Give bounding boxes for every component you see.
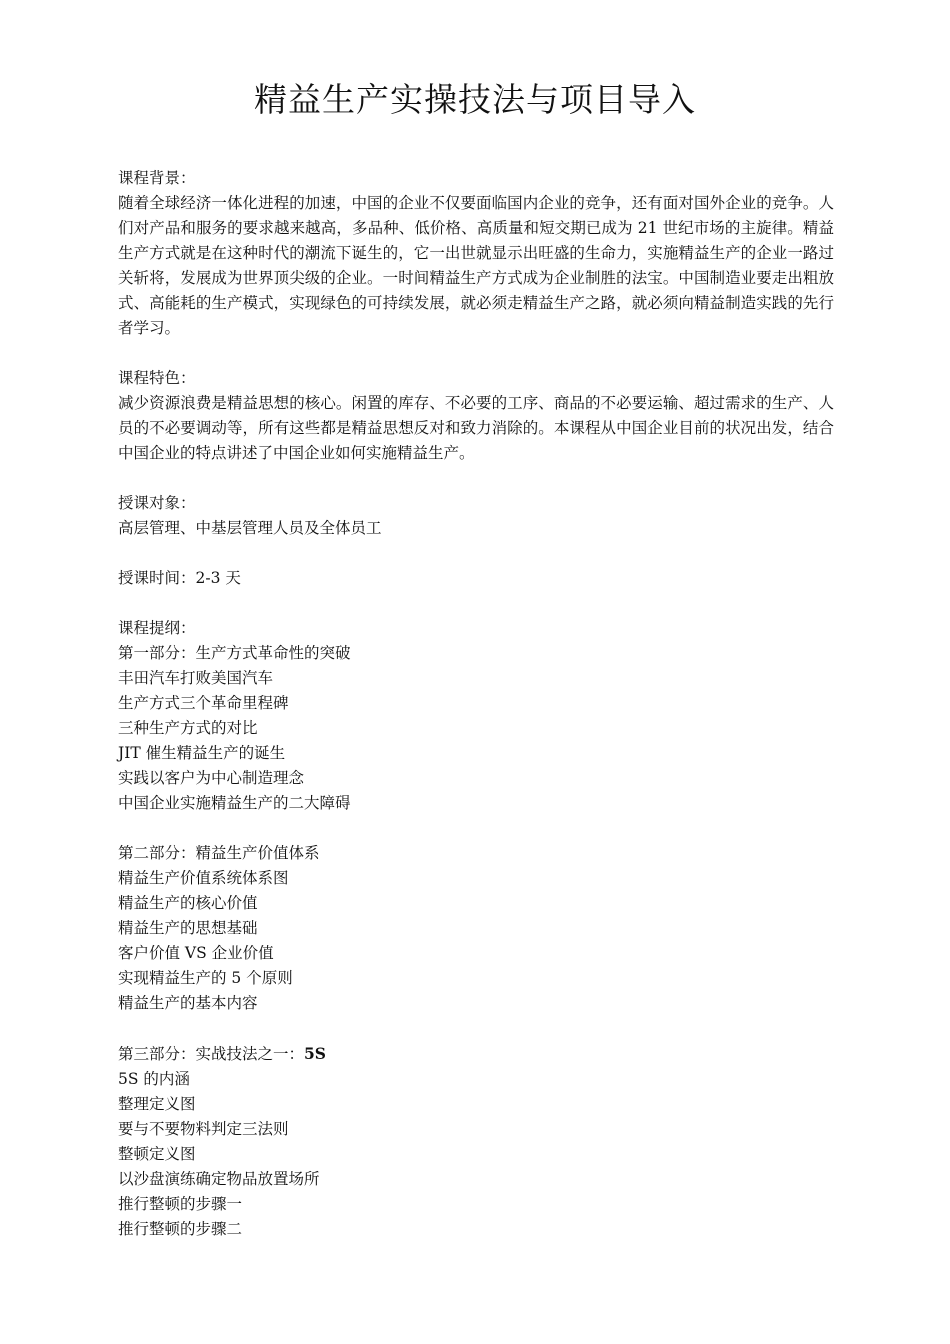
spacer xyxy=(118,1016,834,1041)
audience-text: 高层管理、中基层管理人员及全体员工 xyxy=(118,519,382,537)
outline-item: 三种生产方式的对比 xyxy=(118,719,258,737)
outline-label: 课程提纲： xyxy=(118,619,196,637)
outline-item: JIT 催生精益生产的诞生 xyxy=(118,744,286,762)
features-label: 课程特色： xyxy=(118,369,196,387)
features-paragraph: 减少资源浪费是精益思想的核心。闲置的库存、不必要的工序、商品的不必要运输、超过需求的生产、人员的不必要调动等，所有这些都是精益思想反对和致力消除的。本课程从中国企业目前的状况出发，结合中国企业的特点讲述了中国企业如何实施精益生产。 xyxy=(118,394,834,462)
part3-heading xyxy=(118,1041,834,1067)
part2-heading: 第二部分：精益生产价值体系 xyxy=(118,844,320,862)
background-label: 课程背景： xyxy=(118,169,196,187)
part3-heading-bold: 5S xyxy=(304,1044,326,1063)
outline-item: 要与不要物料判定三法则 xyxy=(118,1120,289,1138)
outline-item: 精益生产的思想基础 xyxy=(118,919,258,937)
outline-item: 推行整顿的步骤二 xyxy=(118,1220,243,1238)
part3-heading-prefix: 第三部分：实战技法之一： xyxy=(118,1045,305,1063)
outline-item: 整顿定义图 xyxy=(118,1145,196,1163)
outline-item: 实现精益生产的 5 个原则 xyxy=(118,969,293,987)
outline-item: 生产方式三个革命里程碑 xyxy=(118,694,289,712)
outline-item: 客户价值 VS 企业价值 xyxy=(118,944,274,962)
document-body xyxy=(118,166,834,1242)
outline-item: 以沙盘演练确定物品放置场所 xyxy=(118,1170,320,1188)
part1-heading: 第一部分：生产方式革命性的突破 xyxy=(118,644,351,662)
spacer xyxy=(118,816,834,841)
outline-item: 精益生产的核心价值 xyxy=(118,894,258,912)
spacer xyxy=(118,591,834,616)
outline-item: 精益生产价值系统体系图 xyxy=(118,869,289,887)
spacer xyxy=(118,466,834,491)
duration-text: 授课时间：2-3 天 xyxy=(118,569,241,587)
document-title: 精益生产实操技法与项目导入 xyxy=(254,80,696,119)
audience-label: 授课对象： xyxy=(118,494,196,512)
outline-item: 推行整顿的步骤一 xyxy=(118,1195,243,1213)
background-paragraph: 随着全球经济一体化进程的加速，中国的企业不仅要面临国内企业的竞争，还有面对国外企业的竞争。人们对产品和服务的要求越来越高，多品种、低价格、高质量和短交期已成为 21 世纪市场的主旋律。精益生产方式就是在这种时代的潮流下诞生的，它一出世就显示出旺盛的生命力，实施精益生产的企业一路过关斩将，发展成为世界顶尖级的企业。一时间精益生产方式成为企业制胜的法宝。中国制造业要走出粗放式、高能耗的生产模式，实现绿色的可持续发展，就必须走精益生产之路，就必须向精益制造实践的先行者学习。 xyxy=(118,194,834,337)
outline-item: 整理定义图 xyxy=(118,1095,196,1113)
outline-item: 丰田汽车打败美国汽车 xyxy=(118,669,274,687)
outline-item: 5S 的内涵 xyxy=(118,1070,190,1088)
outline-item: 中国企业实施精益生产的二大障碍 xyxy=(118,794,351,812)
outline-item: 实践以客户为中心制造理念 xyxy=(118,769,305,787)
outline-item: 精益生产的基本内容 xyxy=(118,994,258,1012)
spacer xyxy=(118,541,834,566)
spacer xyxy=(118,341,834,366)
